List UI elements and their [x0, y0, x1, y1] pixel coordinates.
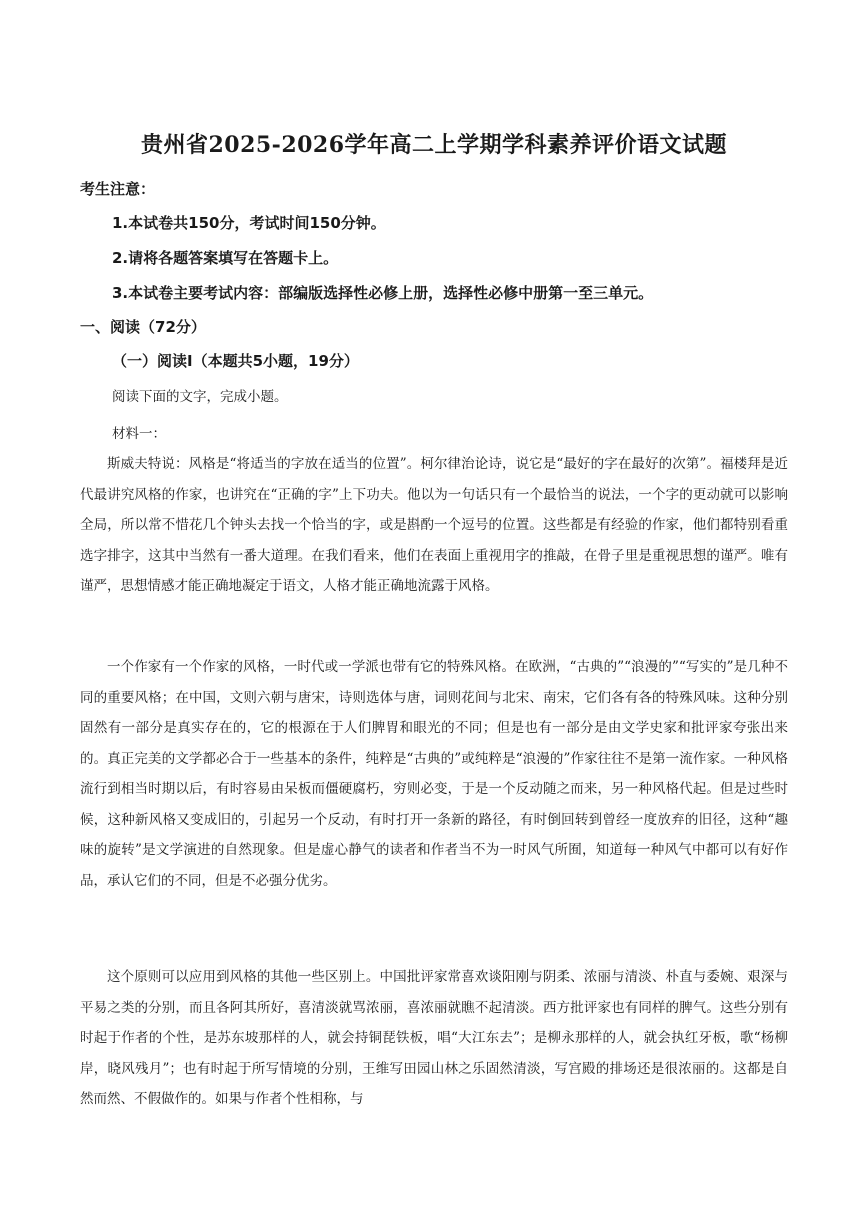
exam-title: 贵州省2025-2026学年高二上学期学科素养评价语文试题 — [140, 132, 728, 158]
notice-heading: 考生注意： — [80, 180, 156, 198]
passage-paragraph-3: 这个原则可以应用到风格的其他一些区别上。中国批评家常喜欢谈阳刚与阴柔、浓丽与清淡、朴直与委婉、艰深与平易之类的分别，而且各阿其所好，喜清淡就骂浓丽，喜浓丽就瞧不起清淡。西方批评家也有同样的脾气。这些分别有时起于作者的个性，是苏东坡那样的人，就会持铜琵铁板，唱“大江东去”；是柳永那样的人，就会执红牙板，歌“杨柳岸，晓风残月”；也有时起于所写情境的分别，王维写田园山林之乐固然清淡，写宫殿的排场还是很浓丽的。这都是自然而然、不假做作的。如果与作者个性相称，与 — [80, 969, 788, 1107]
section-heading: 一、阅读（72分） — [80, 318, 206, 336]
subsection-heading: （一）阅读Ⅰ（本题共5小题，19分） — [112, 352, 359, 370]
material-label: 材料一： — [112, 426, 166, 442]
passage-paragraph-2: 一个作家有一个作家的风格，一时代或一学派也带有它的特殊风格。在欧洲，“古典的”“浪漫的”“写实的”是几种不同的重要风格；在中国，文则六朝与唐宋，诗则选体与唐，词则花间与北宋、南宋，它们各有各的特殊风味。这种分别固然有一部分是真实存在的，它的根源在于人们脾胃和眼光的不同；但是也有一部分是由文学史家和批评家夸张出来的。真正完美的文学都必合于一些基本的条件，纯粹是“古典的”或纯粹是“浪漫的”作家往往不是第一流作家。一种风格流行到相当时期以后，有时容易由呆板而僵硬腐朽，穷则必变，于是一个反动随之而来，另一种风格代起。但是过些时候，这种新风格又变成旧的，引起另一个反动，有时打开一条新的路径，有时倒回转到曾经一度放弃的旧径，这种“趣味的旋转”是文学演进的自然现象。但是虚心静气的读者和作者当不为一时风气所囿，知道每一种风气中都可以有好作品，承认它们的不同，但是不必强分优劣。 — [80, 659, 788, 889]
reading-instruction: 阅读下面的文字，完成小题。 — [112, 389, 288, 405]
notice-item-2: 2.请将各题答案填写在答题卡上。 — [112, 249, 339, 267]
notice-item-1: 1.本试卷共150分，考试时间150分钟。 — [112, 214, 386, 232]
passage-paragraph-1: 斯威夫特说：风格是“将适当的字放在适当的位置”。柯尔律治论诗，说它是“最好的字在最好的次第”。福楼拜是近代最讲究风格的作家，也讲究在“正确的字”上下功夫。他以为一句话只有一个最恰当的说法，一个字的更动就可以影响全局，所以常不惜花几个钟头去找一个恰当的字，或是斟酌一个逗号的位置。这些都是有经验的作家，他们都特别看重选字排字，这其中当然有一番大道理。在我们看来，他们在表面上重视用字的推敲，在骨子里是重视思想的谨严。唯有谨严，思想情感才能正确地凝定于语文，人格才能正确地流露于风格。 — [80, 456, 788, 594]
notice-item-3: 3.本试卷主要考试内容：部编版选择性必修上册，选择性必修中册第一至三单元。 — [112, 284, 654, 302]
